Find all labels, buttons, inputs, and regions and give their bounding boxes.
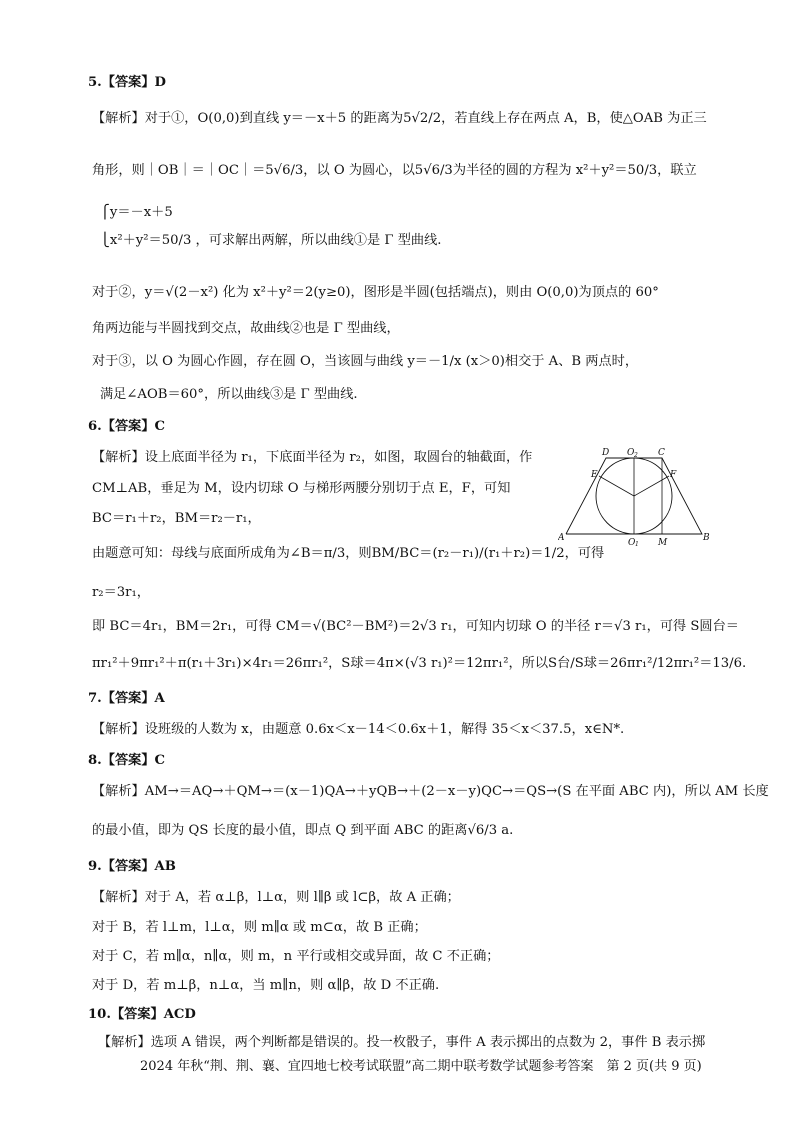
solution-9-line-3: 对于 C，若 m∥α，n∥α，则 m，n 平行或相交或异面，故 C 不正确； — [92, 949, 500, 964]
answer-9-heading: 9.【答案】AB — [88, 859, 176, 874]
solution-6-line-4: 由题意可知：母线与底面所成角为∠B＝π/3，则BM/BC＝(r₂－r₁)/(r₁＋r₂)＝1/2，可得 — [92, 546, 605, 561]
solution-6-line-3: BC＝r₁＋r₂，BM＝r₂－r₁， — [92, 511, 261, 526]
answer-7-heading: 7.【答案】A — [88, 691, 165, 706]
solution-5-line-7: 对于③，以 O 为圆心作圆，存在圆 O，当该圆与曲线 y＝－1/x (x＞0)相交于 A、B 两点时， — [92, 354, 639, 369]
solution-5-line-1: 【解析】对于①，O(0,0)到直线 y＝－x＋5 的距离为5√2/2，若直线上存在两点 A，B，使△OAB 为正三 — [92, 111, 707, 126]
label-f: F — [670, 470, 677, 480]
solution-5-system-line-1: ⎧y＝－x＋5 — [100, 205, 173, 220]
radius-of — [634, 476, 669, 496]
solution-6-line-7: πr₁²＋9πr₁²＋π(r₁＋3r₁)×4r₁＝26πr₁²，S球＝4π×(√3 r₁)²＝12πr₁²，所以S台/S球＝26πr₁²/12πr₁²＝13/6. — [92, 656, 747, 671]
label-o2: O — [627, 448, 635, 458]
page-footer: 2024 年秋“荆、荆、襄、宜四地七校考试联盟”高二期中联考数学试题参考答案 第 2 页(共 9 页) — [140, 1059, 702, 1074]
solution-5-line-6: 角两边能与半圆找到交点，故曲线②也是 Γ 型曲线， — [92, 321, 400, 336]
answer-10-heading: 10.【答案】ACD — [88, 1007, 196, 1022]
label-m: M — [658, 538, 668, 546]
solution-6-line-5: r₂＝3r₁， — [92, 585, 150, 600]
solution-7-line-1: 【解析】设班级的人数为 x，由题意 0.6x＜x－14＜0.6x＋1，解得 35＜x＜37.5，x∈N*. — [92, 722, 625, 737]
frustum-diagram — [558, 446, 718, 546]
label-o2-sub: 2 — [634, 452, 638, 459]
solution-8-line-1: 【解析】AM→＝AQ→＋QM→＝(x－1)QA→＋yQB→＋(2－x－y)QC→＝QS→(S 在平面 ABC 内)，所以 AM 长度 — [92, 784, 769, 799]
frustum-section-figure — [558, 446, 718, 546]
label-d: D — [602, 448, 610, 458]
answer-8-heading: 8.【答案】C — [88, 753, 166, 768]
label-o1: O — [628, 538, 636, 546]
solution-9-line-4: 对于 D，若 m⊥β，n⊥α，当 m∥n，则 α∥β，故 D 不正确. — [92, 978, 440, 993]
radius-oe — [599, 476, 634, 496]
solution-10-line-1: 【解析】选项 A 错误，两个判断都是错误的。投一枚骰子，事件 A 表示掷出的点数为 2，事件 B 表示掷 — [98, 1035, 706, 1050]
label-e: E — [591, 470, 598, 480]
answer-5-heading: 5.【答案】D — [88, 75, 166, 90]
solution-9-line-1: 【解析】对于 A，若 α⊥β，l⊥α，则 l∥β 或 l⊂β，故 A 正确； — [92, 890, 460, 905]
solution-6-line-2: CM⊥AB，垂足为 M，设内切球 O 与梯形两腰分别切于点 E，F，可知 — [92, 481, 511, 496]
solution-6-line-6: 即 BC＝4r₁，BM＝2r₁，可得 CM＝√(BC²－BM²)＝2√3 r₁，可知内切球 O 的半径 r＝√3 r₁，可得 S圆台＝ — [92, 619, 739, 634]
solution-8-line-2: 的最小值，即为 QS 长度的最小值，即点 Q 到平面 ABC 的距离√6/3 a. — [92, 823, 514, 838]
label-o1-sub: 1 — [635, 541, 639, 546]
answer-6-heading: 6.【答案】C — [88, 419, 166, 434]
solution-5-system-line-2: ⎩x²＋y²＝50/3 ，可求解出两解，所以曲线①是 Γ 型曲线. — [100, 233, 442, 248]
solution-5-line-5: 对于②，y＝√(2－x²) 化为 x²＋y²＝2(y≥0)，图形是半圆(包括端点)，则由 O(0,0)为顶点的 60° — [92, 285, 659, 300]
solution-9-line-2: 对于 B，若 l⊥m，l⊥α，则 m∥α 或 m⊂α，故 B 正确； — [92, 920, 427, 935]
solution-5-line-8: 满足∠AOB＝60°，所以曲线③是 Γ 型曲线. — [100, 387, 358, 402]
label-a: A — [558, 533, 565, 543]
label-c: C — [658, 448, 665, 458]
solution-6-line-1: 【解析】设上底面半径为 r₁，下底面半径为 r₂，如图，取圆台的轴截面，作 — [92, 450, 533, 465]
label-b: B — [703, 533, 710, 543]
solution-5-line-2: 角形，则｜OB｜＝｜OC｜＝5√6/3，以 O 为圆心，以5√6/3为半径的圆的方程为 x²＋y²＝50/3，联立 — [92, 163, 697, 178]
